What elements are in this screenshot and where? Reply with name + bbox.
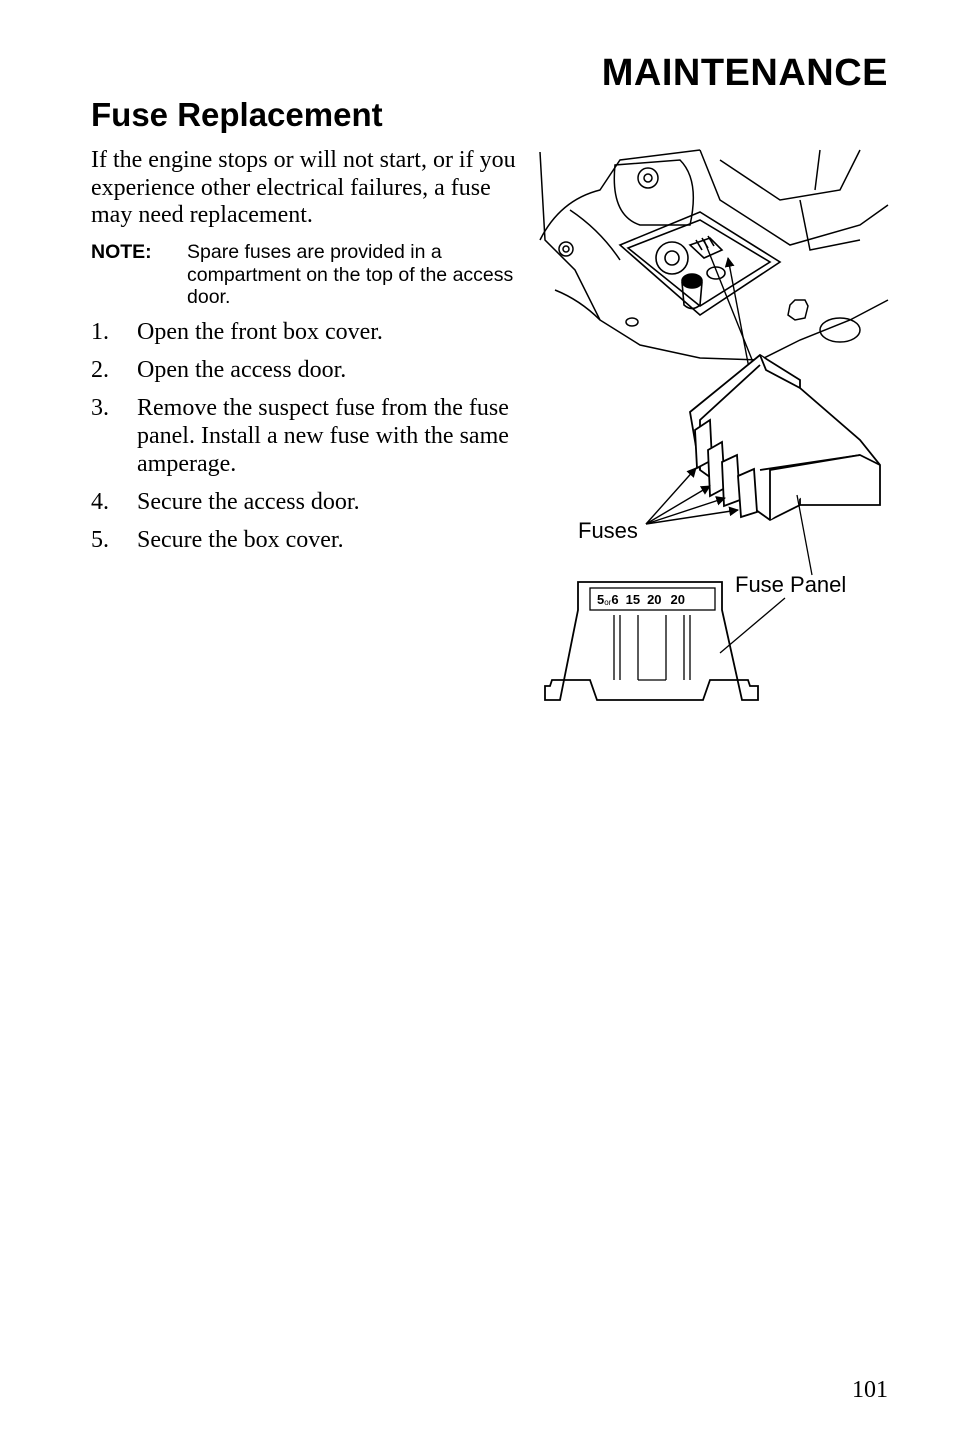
step-text: Secure the box cover.: [137, 527, 344, 553]
list-item: [91, 318, 531, 346]
step-text: Secure the access door.: [137, 489, 360, 515]
section-header: MAINTENANCE: [601, 52, 888, 94]
list-item: [91, 488, 531, 516]
steps-list: [91, 318, 531, 564]
step-text: Remove the suspect fuse from the fuse panel. Install a new fuse with the same amperage.: [137, 395, 509, 477]
fuse-panel-leader: [797, 495, 812, 575]
step-number: 2.: [91, 357, 109, 383]
step-number: 5.: [91, 527, 109, 553]
fuse-block-drawing: [690, 355, 880, 520]
note-label: NOTE:: [91, 241, 152, 263]
step-number: 3.: [91, 395, 109, 421]
page-title: Fuse Replacement: [91, 96, 383, 133]
fuse-rating-labels: 5or6 15 20 20: [597, 592, 685, 607]
intro-paragraph: If the engine stops or will not start, or if you experience other electrical failures, a fuse may need replacement.: [91, 147, 516, 228]
step-number: 1.: [91, 319, 109, 345]
access-tray-drawing: [620, 212, 780, 315]
step-text: Open the access door.: [137, 357, 347, 383]
step-text: Open the front box cover.: [137, 319, 383, 345]
fuse-panel-label: Fuse Panel: [735, 572, 847, 597]
step-number: 4.: [91, 489, 109, 515]
page-number: 101: [852, 1377, 888, 1403]
list-item: [91, 526, 531, 554]
fuses-label: Fuses: [578, 518, 638, 543]
list-item: [91, 356, 531, 384]
note-text: Spare fuses are provided in a compartment on the top of the access door.: [187, 241, 514, 308]
vehicle-frame-drawing: [540, 150, 888, 360]
fuse-panel-illustration: [538, 148, 898, 708]
list-item: [91, 394, 531, 478]
note-block: [91, 241, 521, 309]
